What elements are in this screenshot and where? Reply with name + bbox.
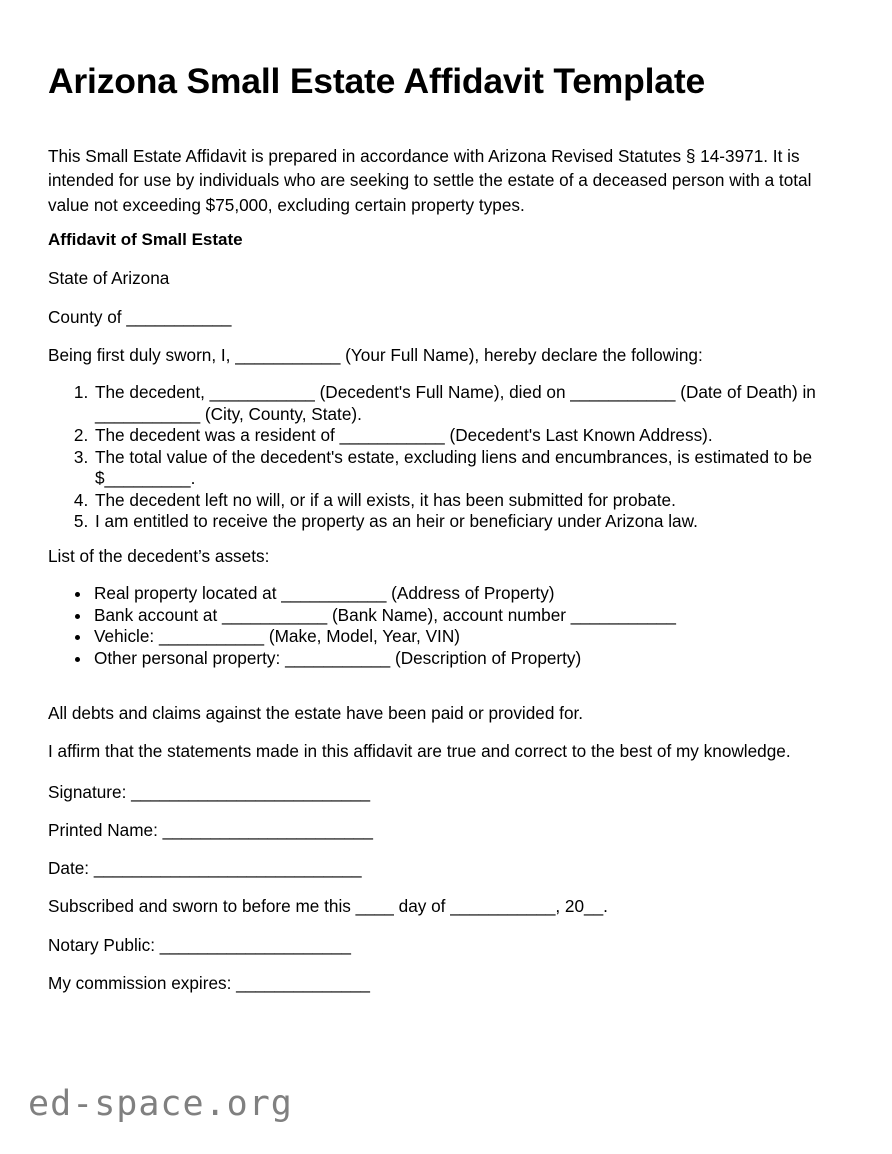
subscribed-and-sworn-line: Subscribed and sworn to before me this ____ day of ___________, 20__. bbox=[48, 896, 608, 916]
page-title: Arizona Small Estate Affidavit Template bbox=[48, 61, 705, 101]
list-item: 5. I am entitled to receive the property as an heir or beneficiary under Arizona law. bbox=[93, 511, 883, 533]
list-item: 3. The total value of the decedent's estate, excluding liens and encumbrances, is estimated to be $_________. bbox=[93, 447, 883, 490]
list-item: • Real property located at ___________ (Address of Property) bbox=[92, 583, 882, 605]
commission-expires-line: My commission expires: ______________ bbox=[48, 973, 370, 993]
debts-paragraph: All debts and claims against the estate have been paid or provided for. bbox=[48, 703, 584, 724]
affirmation-paragraph: I affirm that the statements made in this affidavit are true and correct to the best of my knowledge. bbox=[48, 741, 791, 762]
sworn-statement-line: Being first duly sworn, I, ___________ (Your Full Name), hereby declare the following: bbox=[48, 345, 703, 365]
state-line: State of Arizona bbox=[48, 268, 170, 288]
site-watermark: ed-space.org bbox=[28, 1084, 293, 1124]
signature-line: Signature: _________________________ bbox=[48, 782, 371, 802]
section-heading-affidavit-of-small-estate: Affidavit of Small Estate bbox=[48, 230, 243, 249]
assets-lead-line: List of the decedent’s assets: bbox=[48, 546, 270, 566]
list-item: 2. The decedent was a resident of ___________ (Decedent's Last Known Address). bbox=[93, 425, 883, 447]
list-item: 4. The decedent left no will, or if a will exists, it has been submitted for probate. bbox=[93, 490, 883, 512]
list-item: 1. The decedent, ___________ (Decedent's Full Name), died on ___________ (Date of Death) in ___________ (City, County, State). bbox=[93, 382, 883, 425]
printed-name-line: Printed Name: ______________________ bbox=[48, 820, 373, 840]
date-line: Date: ____________________________ bbox=[48, 858, 362, 878]
notary-public-line: Notary Public: ____________________ bbox=[48, 935, 351, 955]
county-line: County of ___________ bbox=[48, 307, 232, 327]
assets-list bbox=[48, 583, 882, 669]
list-item: • Vehicle: ___________ (Make, Model, Year, VIN) bbox=[92, 626, 882, 648]
intro-paragraph: This Small Estate Affidavit is prepared in accordance with Arizona Revised Statutes § 14-3971. It is intended for use by individuals who are seeking to settle the estate of a deceased person with a total value not exceeding $75,000, excluding certain property types. bbox=[48, 146, 812, 215]
list-item: • Other personal property: ___________ (Description of Property) bbox=[92, 648, 882, 670]
declarations-list bbox=[48, 382, 883, 533]
list-item: • Bank account at ___________ (Bank Name), account number ___________ bbox=[92, 605, 882, 627]
